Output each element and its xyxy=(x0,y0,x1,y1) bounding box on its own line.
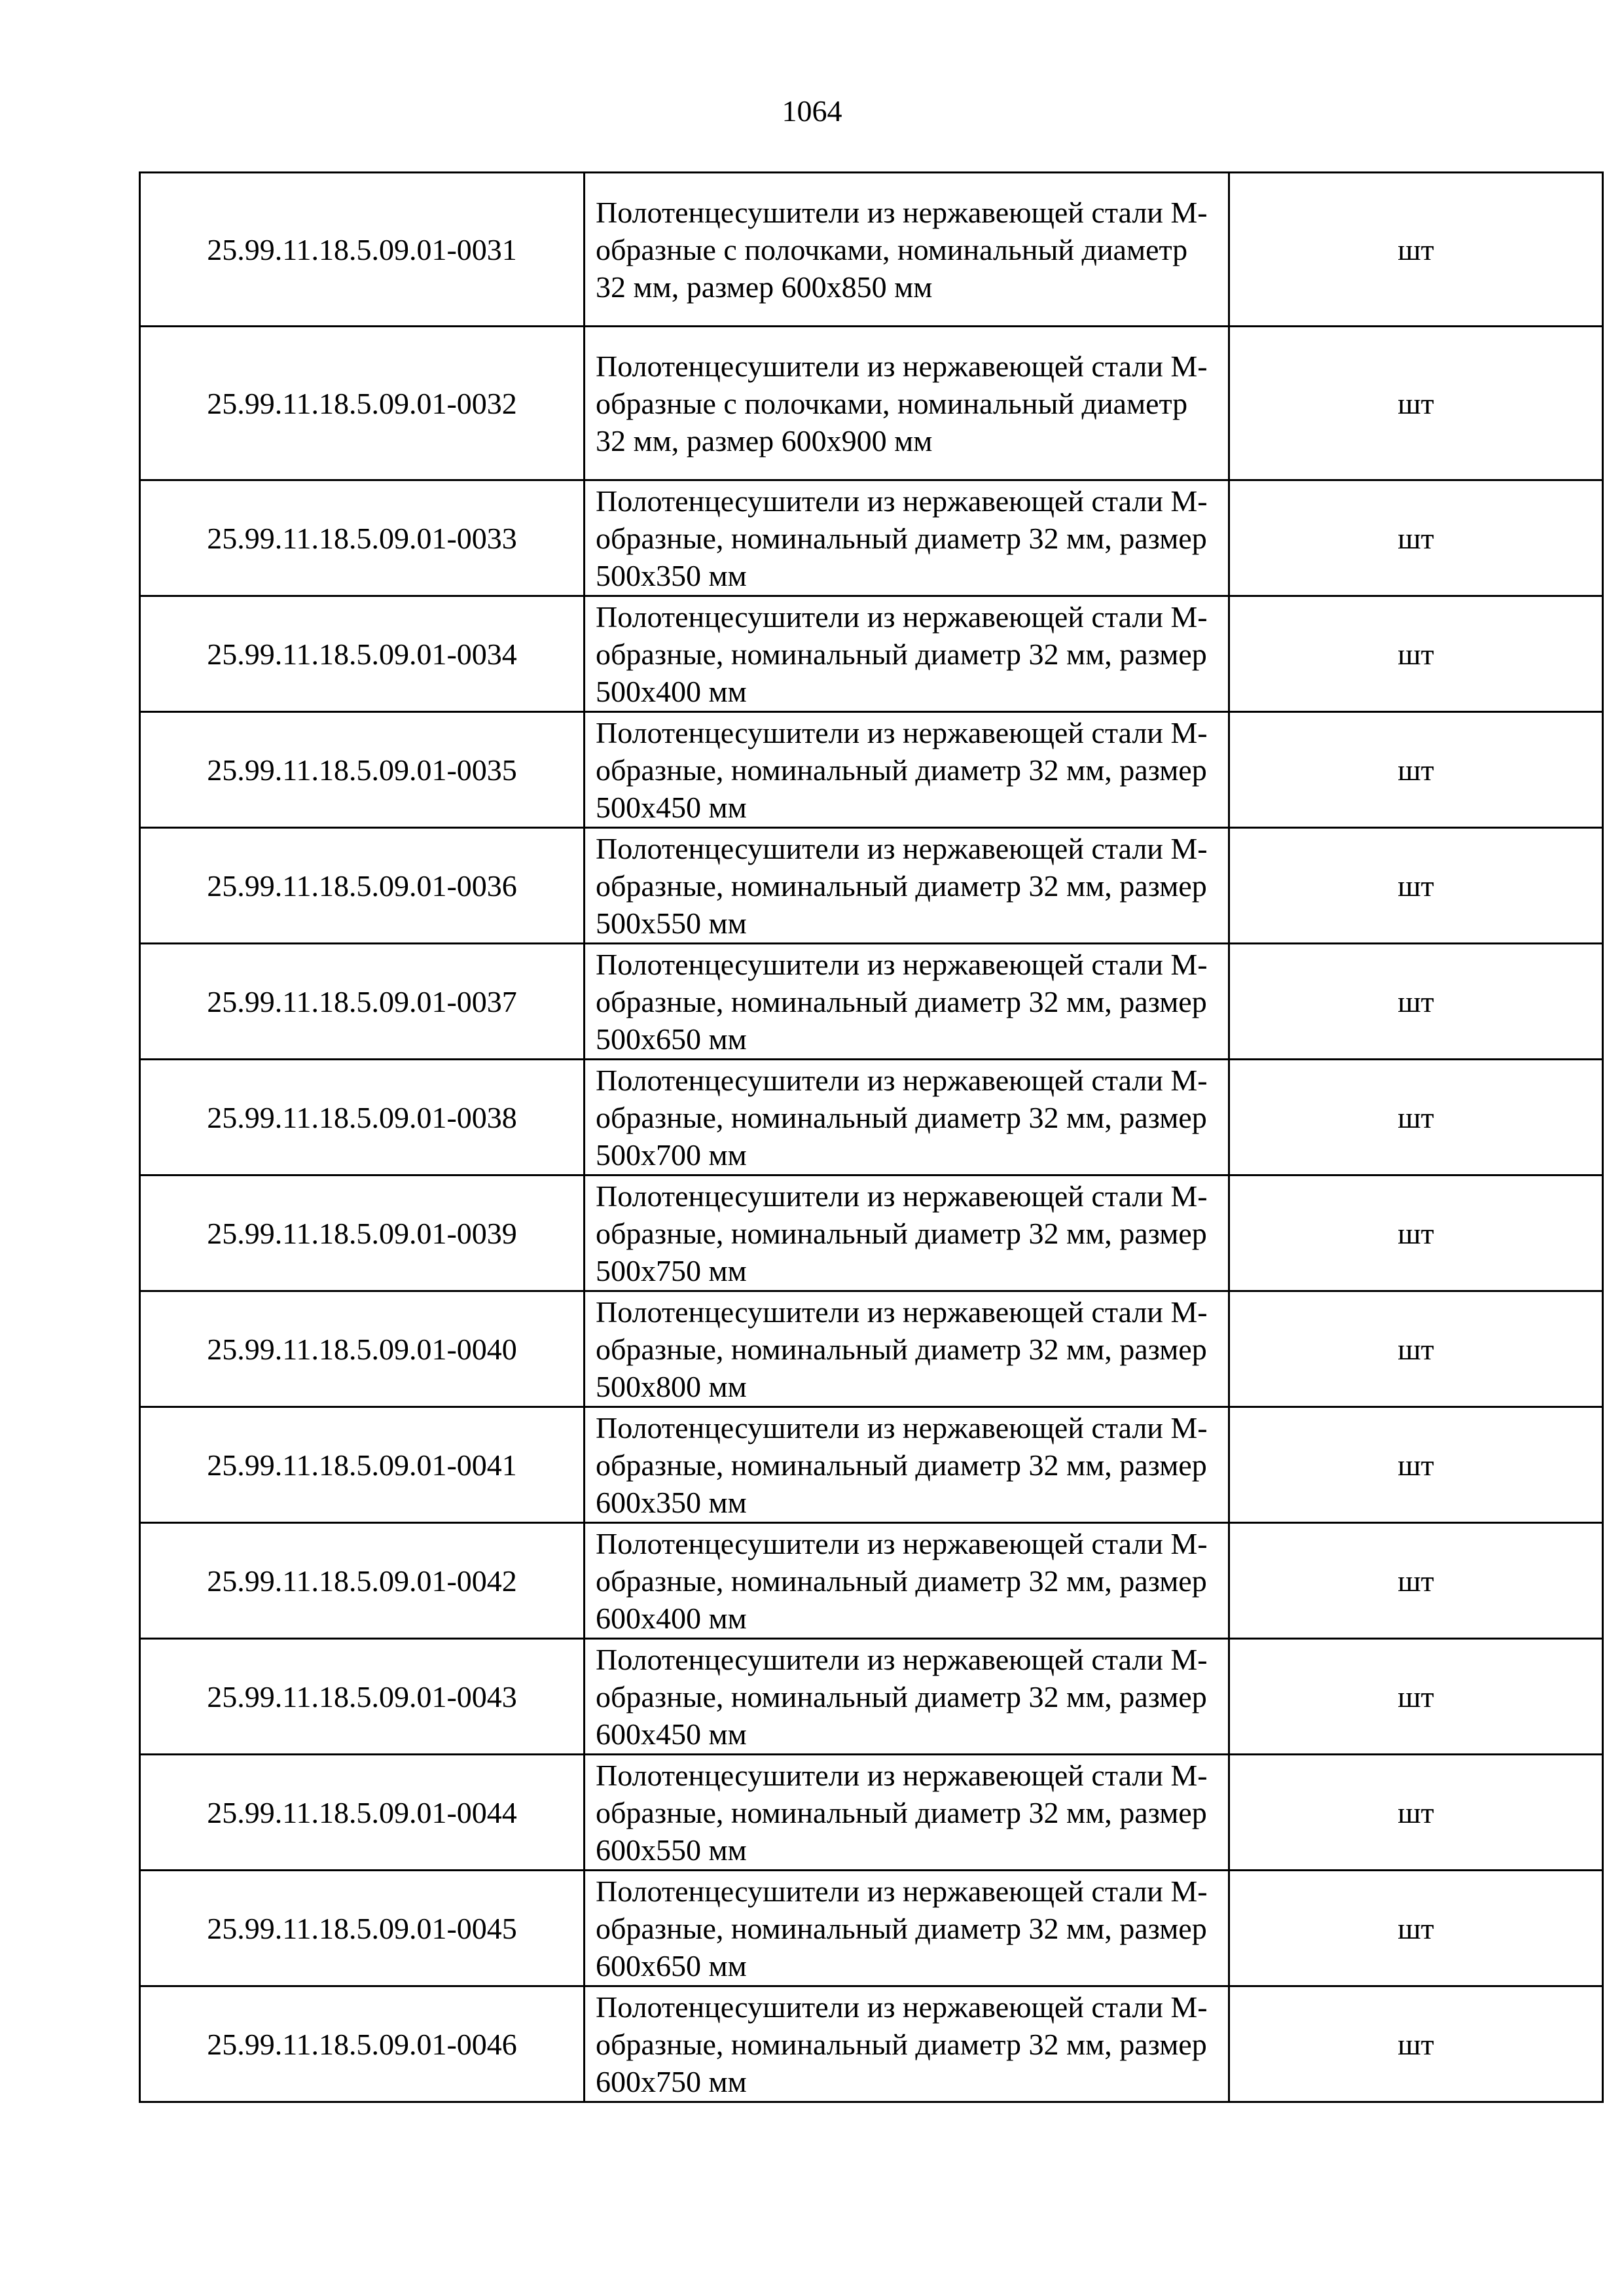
resource-name: Полотенцесушители из нержавеющей стали М-образные, номинальный диаметр 32 мм, размер 500х550 мм xyxy=(585,828,1229,944)
table-row xyxy=(140,1871,1603,1986)
unit-of-measure: шт xyxy=(1229,1523,1603,1639)
resource-code: 25.99.11.18.5.09.01-0046 xyxy=(140,1986,585,2102)
resource-name: Полотенцесушители из нержавеющей стали М-образные, номинальный диаметр 32 мм, размер 500х400 мм xyxy=(585,596,1229,712)
resource-name: Полотенцесушители из нержавеющей стали М-образные, номинальный диаметр 32 мм, размер 600х450 мм xyxy=(585,1639,1229,1755)
resource-code: 25.99.11.18.5.09.01-0042 xyxy=(140,1523,585,1639)
unit-of-measure: шт xyxy=(1229,1639,1603,1755)
resource-code: 25.99.11.18.5.09.01-0034 xyxy=(140,596,585,712)
table-row xyxy=(140,1755,1603,1871)
resource-code: 25.99.11.18.5.09.01-0031 xyxy=(140,173,585,327)
resource-name: Полотенцесушители из нержавеющей стали М-образные, номинальный диаметр 32 мм, размер 500х450 мм xyxy=(585,712,1229,828)
table-row xyxy=(140,1523,1603,1639)
unit-of-measure: шт xyxy=(1229,712,1603,828)
table-row xyxy=(140,944,1603,1060)
resource-code: 25.99.11.18.5.09.01-0038 xyxy=(140,1060,585,1175)
resource-code: 25.99.11.18.5.09.01-0039 xyxy=(140,1175,585,1291)
unit-of-measure: шт xyxy=(1229,173,1603,327)
resource-code: 25.99.11.18.5.09.01-0044 xyxy=(140,1755,585,1871)
unit-of-measure: шт xyxy=(1229,327,1603,480)
unit-of-measure: шт xyxy=(1229,944,1603,1060)
resource-code: 25.99.11.18.5.09.01-0036 xyxy=(140,828,585,944)
table-row xyxy=(140,1986,1603,2102)
table-row xyxy=(140,828,1603,944)
resource-code: 25.99.11.18.5.09.01-0043 xyxy=(140,1639,585,1755)
unit-of-measure: шт xyxy=(1229,1986,1603,2102)
table-row xyxy=(140,712,1603,828)
resource-name: Полотенцесушители из нержавеющей стали М-образные, номинальный диаметр 32 мм, размер 500х750 мм xyxy=(585,1175,1229,1291)
unit-of-measure: шт xyxy=(1229,1755,1603,1871)
resource-name: Полотенцесушители из нержавеющей стали М-образные, номинальный диаметр 32 мм, размер 600х650 мм xyxy=(585,1871,1229,1986)
unit-of-measure: шт xyxy=(1229,1060,1603,1175)
resource-code: 25.99.11.18.5.09.01-0037 xyxy=(140,944,585,1060)
table-row xyxy=(140,173,1603,327)
resource-name: Полотенцесушители из нержавеющей стали М-образные с полочками, номинальный диаметр 32 мм, размер 600х900 мм xyxy=(585,327,1229,480)
resource-name: Полотенцесушители из нержавеющей стали М-образные с полочками, номинальный диаметр 32 мм, размер 600х850 мм xyxy=(585,173,1229,327)
page-number: 1064 xyxy=(782,94,842,128)
resource-code: 25.99.11.18.5.09.01-0045 xyxy=(140,1871,585,1986)
unit-of-measure: шт xyxy=(1229,1291,1603,1407)
table-row xyxy=(140,1639,1603,1755)
unit-of-measure: шт xyxy=(1229,1175,1603,1291)
unit-of-measure: шт xyxy=(1229,1871,1603,1986)
unit-of-measure: шт xyxy=(1229,1407,1603,1523)
unit-of-measure: шт xyxy=(1229,596,1603,712)
resource-name: Полотенцесушители из нержавеющей стали М-образные, номинальный диаметр 32 мм, размер 500х800 мм xyxy=(585,1291,1229,1407)
resource-name: Полотенцесушители из нержавеющей стали М-образные, номинальный диаметр 32 мм, размер 600х750 мм xyxy=(585,1986,1229,2102)
resource-code: 25.99.11.18.5.09.01-0035 xyxy=(140,712,585,828)
resource-name: Полотенцесушители из нержавеющей стали М-образные, номинальный диаметр 32 мм, размер 500х350 мм xyxy=(585,480,1229,596)
unit-of-measure: шт xyxy=(1229,828,1603,944)
resource-name: Полотенцесушители из нержавеющей стали М-образные, номинальный диаметр 32 мм, размер 500х650 мм xyxy=(585,944,1229,1060)
resource-table xyxy=(139,171,1604,2103)
resource-name: Полотенцесушители из нержавеющей стали М-образные, номинальный диаметр 32 мм, размер 600х350 мм xyxy=(585,1407,1229,1523)
resource-code: 25.99.11.18.5.09.01-0040 xyxy=(140,1291,585,1407)
resource-code: 25.99.11.18.5.09.01-0041 xyxy=(140,1407,585,1523)
table-row xyxy=(140,1407,1603,1523)
resource-code: 25.99.11.18.5.09.01-0033 xyxy=(140,480,585,596)
table-row xyxy=(140,596,1603,712)
resource-code: 25.99.11.18.5.09.01-0032 xyxy=(140,327,585,480)
table-row xyxy=(140,1291,1603,1407)
table-row xyxy=(140,1060,1603,1175)
resource-name: Полотенцесушители из нержавеющей стали М-образные, номинальный диаметр 32 мм, размер 600х550 мм xyxy=(585,1755,1229,1871)
unit-of-measure: шт xyxy=(1229,480,1603,596)
table-row xyxy=(140,480,1603,596)
resource-name: Полотенцесушители из нержавеющей стали М-образные, номинальный диаметр 32 мм, размер 600х400 мм xyxy=(585,1523,1229,1639)
table-row xyxy=(140,1175,1603,1291)
resource-name: Полотенцесушители из нержавеющей стали М-образные, номинальный диаметр 32 мм, размер 500х700 мм xyxy=(585,1060,1229,1175)
table-row xyxy=(140,327,1603,480)
